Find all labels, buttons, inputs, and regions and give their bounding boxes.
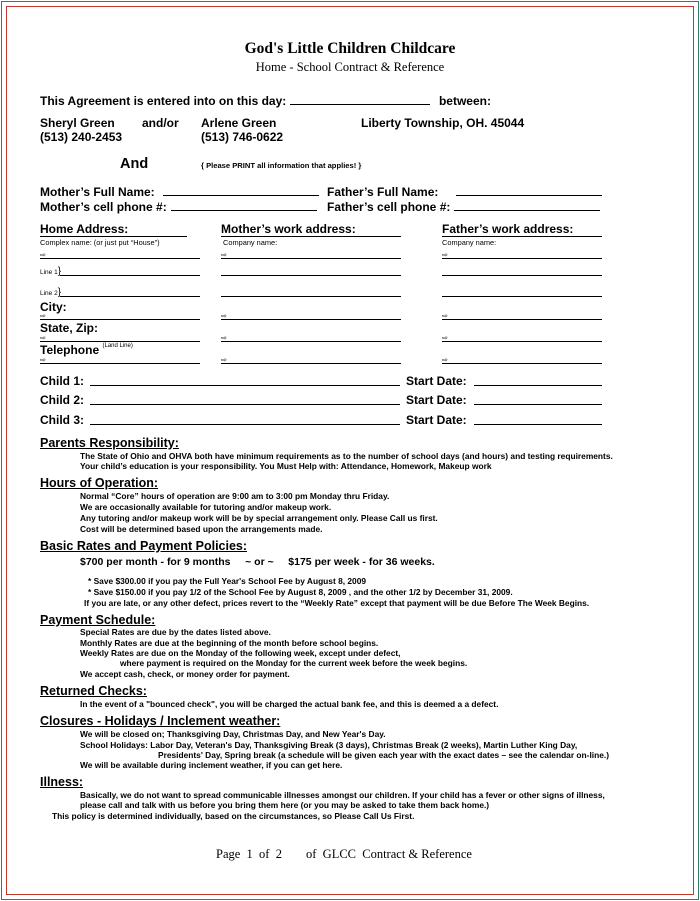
arrow-icon: ⇨ xyxy=(221,313,227,320)
child2-field[interactable] xyxy=(90,404,400,405)
father-city-field[interactable] xyxy=(442,319,602,320)
provider1-phone: (513) 240-2453 xyxy=(40,130,123,144)
mother-work-label: Mother’s work address: xyxy=(221,222,356,236)
father-line2-field[interactable] xyxy=(442,296,602,297)
mother-cell-field[interactable] xyxy=(171,199,317,211)
payment-line-4: where payment is required on the Monday for the current week before the week begins. xyxy=(120,658,468,668)
mother-work-underline xyxy=(221,236,401,237)
arrow-icon: ⇨ xyxy=(442,252,448,259)
child3-field[interactable] xyxy=(90,424,400,425)
child1-start-field[interactable] xyxy=(474,385,602,386)
arrow-icon: ⇨ xyxy=(221,357,227,364)
returned-line-1: In the event of a "bounced check", you will be charged the actual bank fee, and this is deemed a a defect. xyxy=(80,699,499,709)
home-line1-field[interactable] xyxy=(60,275,200,276)
hours-line-2: We are occasionally available for tutoring and/or makeup work. xyxy=(80,502,332,512)
mother-name-field[interactable] xyxy=(163,184,319,196)
line2-label: Line 2} xyxy=(40,287,62,298)
home-state-zip-field[interactable] xyxy=(40,341,200,342)
closures-line-4: We will be available during inclement weather, if you can get here. xyxy=(80,760,343,770)
payment-line-1: Special Rates are due by the dates listed above. xyxy=(80,627,271,637)
illness-line-1: Basically, we do not want to spread communicable illnesses amongst our children. If your child has a fever or other signs of illness, xyxy=(80,790,605,800)
illness-line-2: please call and talk with us before you bring them here (or you may be asked to take them back home.) xyxy=(80,800,490,810)
rates-line-2: * Save $150.00 if you pay 1/2 of the School Fee by August 8, 2009 , and the other 1/2 by December 31, 2009. xyxy=(88,587,513,597)
mother-company-field[interactable] xyxy=(221,258,401,259)
mother-telephone-field[interactable] xyxy=(221,363,401,364)
home-telephone-field[interactable] xyxy=(40,363,200,364)
print-note: { Please PRINT all information that applies! } xyxy=(201,161,362,170)
mother-state-zip-field[interactable] xyxy=(221,341,401,342)
child2-start-label: Start Date: xyxy=(406,393,467,407)
arrow-icon: ⇨ xyxy=(40,357,46,364)
arrow-icon: ⇨ xyxy=(40,335,46,342)
hours-line-4: Cost will be determined based upon the arrangements made. xyxy=(80,524,323,534)
illness-line-3: This policy is determined individually, based on the circumstances, so Please Call Us First. xyxy=(52,811,415,821)
city-label: City: xyxy=(40,300,67,314)
mother-name-row: Mother’s Full Name: xyxy=(40,184,319,199)
payment-line-3: Weekly Rates are due on the Monday of the following week, except under defect, xyxy=(80,648,401,658)
arrow-icon: ⇨ xyxy=(442,357,448,364)
rates-main: $700 per month - for 9 months ~ or ~ $175 per week - for 36 weeks. xyxy=(80,556,435,568)
child1-field[interactable] xyxy=(90,385,400,386)
child3-start-label: Start Date: xyxy=(406,413,467,427)
mother-cell-row: Mother’s cell phone #: xyxy=(40,199,317,214)
agreement-intro: This Agreement is entered into on this day: between: xyxy=(40,94,491,108)
home-complex-field[interactable] xyxy=(40,258,200,259)
payment-line-5: We accept cash, check, or money order for payment. xyxy=(80,669,290,679)
closures-line-1: We will be closed on; Thanksgiving Day, Christmas Day, and New Year's Day. xyxy=(80,729,386,739)
child3-start-field[interactable] xyxy=(474,424,602,425)
child1-label: Child 1: xyxy=(40,374,84,388)
illness-heading: Illness: xyxy=(40,775,84,789)
hours-heading: Hours of Operation: xyxy=(40,476,159,490)
state-zip-label: State, Zip: xyxy=(40,321,99,335)
father-work-underline xyxy=(442,236,602,237)
complex-name-label: Complex name: (or just put “House”) xyxy=(40,238,160,247)
arrow-icon: ⇨ xyxy=(221,335,227,342)
child2-label: Child 2: xyxy=(40,393,84,407)
arrow-icon: ⇨ xyxy=(40,252,46,259)
parents-resp-line-1: The State of Ohio and OHVA both have minimum requirements as to the number of school days (and hours) and testing requirements. xyxy=(80,451,613,461)
rates-line-3: If you are late, or any other defect, prices revert to the “Weekly Rate” except that payment will be due Before The Week Begins. xyxy=(84,598,590,608)
father-name-row: Father’s Full Name: xyxy=(327,184,602,199)
rates-heading: Basic Rates and Payment Policies: xyxy=(40,539,248,553)
child2-start-field[interactable] xyxy=(474,404,602,405)
line1-label: Line 1} xyxy=(40,266,62,277)
home-city-field[interactable] xyxy=(40,319,200,320)
document-title: God's Little Children Childcare xyxy=(244,40,456,57)
father-company-label: Company name: xyxy=(442,238,497,247)
mother-city-field[interactable] xyxy=(221,319,401,320)
provider2-phone: (513) 746-0622 xyxy=(201,130,284,144)
father-state-zip-field[interactable] xyxy=(442,341,602,342)
closures-line-3: Presidents' Day, Spring break (a schedule will be given each year with the exact dates – see the calendar on-line.) xyxy=(158,750,609,760)
returned-checks-heading: Returned Checks: xyxy=(40,684,147,698)
closures-line-2: School Holidays: Labor Day, Veteran's Day, Thanksgiving Break (3 days), Christmas Break (2 weeks), Martin Luther King Day, xyxy=(80,740,578,750)
arrow-icon: ⇨ xyxy=(40,313,46,320)
closures-heading: Closures - Holidays / Inclement weather: xyxy=(40,714,281,728)
agreement-date-field[interactable] xyxy=(290,93,430,105)
mother-line1-field[interactable] xyxy=(221,275,401,276)
payment-heading: Payment Schedule: xyxy=(40,613,156,627)
father-cell-row: Father’s cell phone #: xyxy=(327,199,600,214)
child3-label: Child 3: xyxy=(40,413,84,427)
provider1-name: Sheryl Green xyxy=(40,116,115,130)
provider2-name: Arlene Green xyxy=(201,116,277,130)
arrow-icon: ⇨ xyxy=(442,335,448,342)
home-address-underline xyxy=(40,236,187,237)
document-subtitle: Home - School Contract & Reference xyxy=(255,60,445,74)
child1-start-label: Start Date: xyxy=(406,374,467,388)
father-company-field[interactable] xyxy=(442,258,602,259)
footer-document-name: of GLCC Contract & Reference xyxy=(306,847,472,861)
father-cell-field[interactable] xyxy=(454,199,600,211)
parents-responsibility-heading: Parents Responsibility: xyxy=(40,436,179,450)
home-address-label: Home Address: xyxy=(40,222,129,236)
andor-label: and/or xyxy=(142,116,179,130)
payment-line-2: Monthly Rates are due at the beginning of the month before school begins. xyxy=(80,638,379,648)
parents-resp-line-2: Your child’s education is your responsibility. You Must Help with: Attendance, Homework, Makeup work xyxy=(80,461,492,471)
home-line2-field[interactable] xyxy=(60,296,200,297)
father-name-field[interactable] xyxy=(456,184,602,196)
mother-line2-field[interactable] xyxy=(221,296,401,297)
arrow-icon: ⇨ xyxy=(221,252,227,259)
hours-line-1: Normal “Core” hours of operation are 9:00 am to 3:00 pm Monday thru Friday. xyxy=(80,491,390,501)
provider-location: Liberty Township, OH. 45044 xyxy=(361,116,525,130)
footer-page-number: Page 1 of 2 xyxy=(216,847,282,861)
mother-company-label: Company name: xyxy=(223,238,278,247)
father-work-label: Father’s work address: xyxy=(442,222,574,236)
and-label: And xyxy=(120,156,149,172)
hours-line-3: Any tutoring and/or makeup work will be by special arrangement only. Please Call us first. xyxy=(80,513,438,523)
telephone-label: Telephone $^{(Land Line)}$ xyxy=(40,343,133,357)
father-telephone-field[interactable] xyxy=(442,363,602,364)
father-line1-field[interactable] xyxy=(442,275,602,276)
arrow-icon: ⇨ xyxy=(442,313,448,320)
rates-line-1: * Save $300.00 if you pay the Full Year's School Fee by August 8, 2009 xyxy=(88,576,367,586)
